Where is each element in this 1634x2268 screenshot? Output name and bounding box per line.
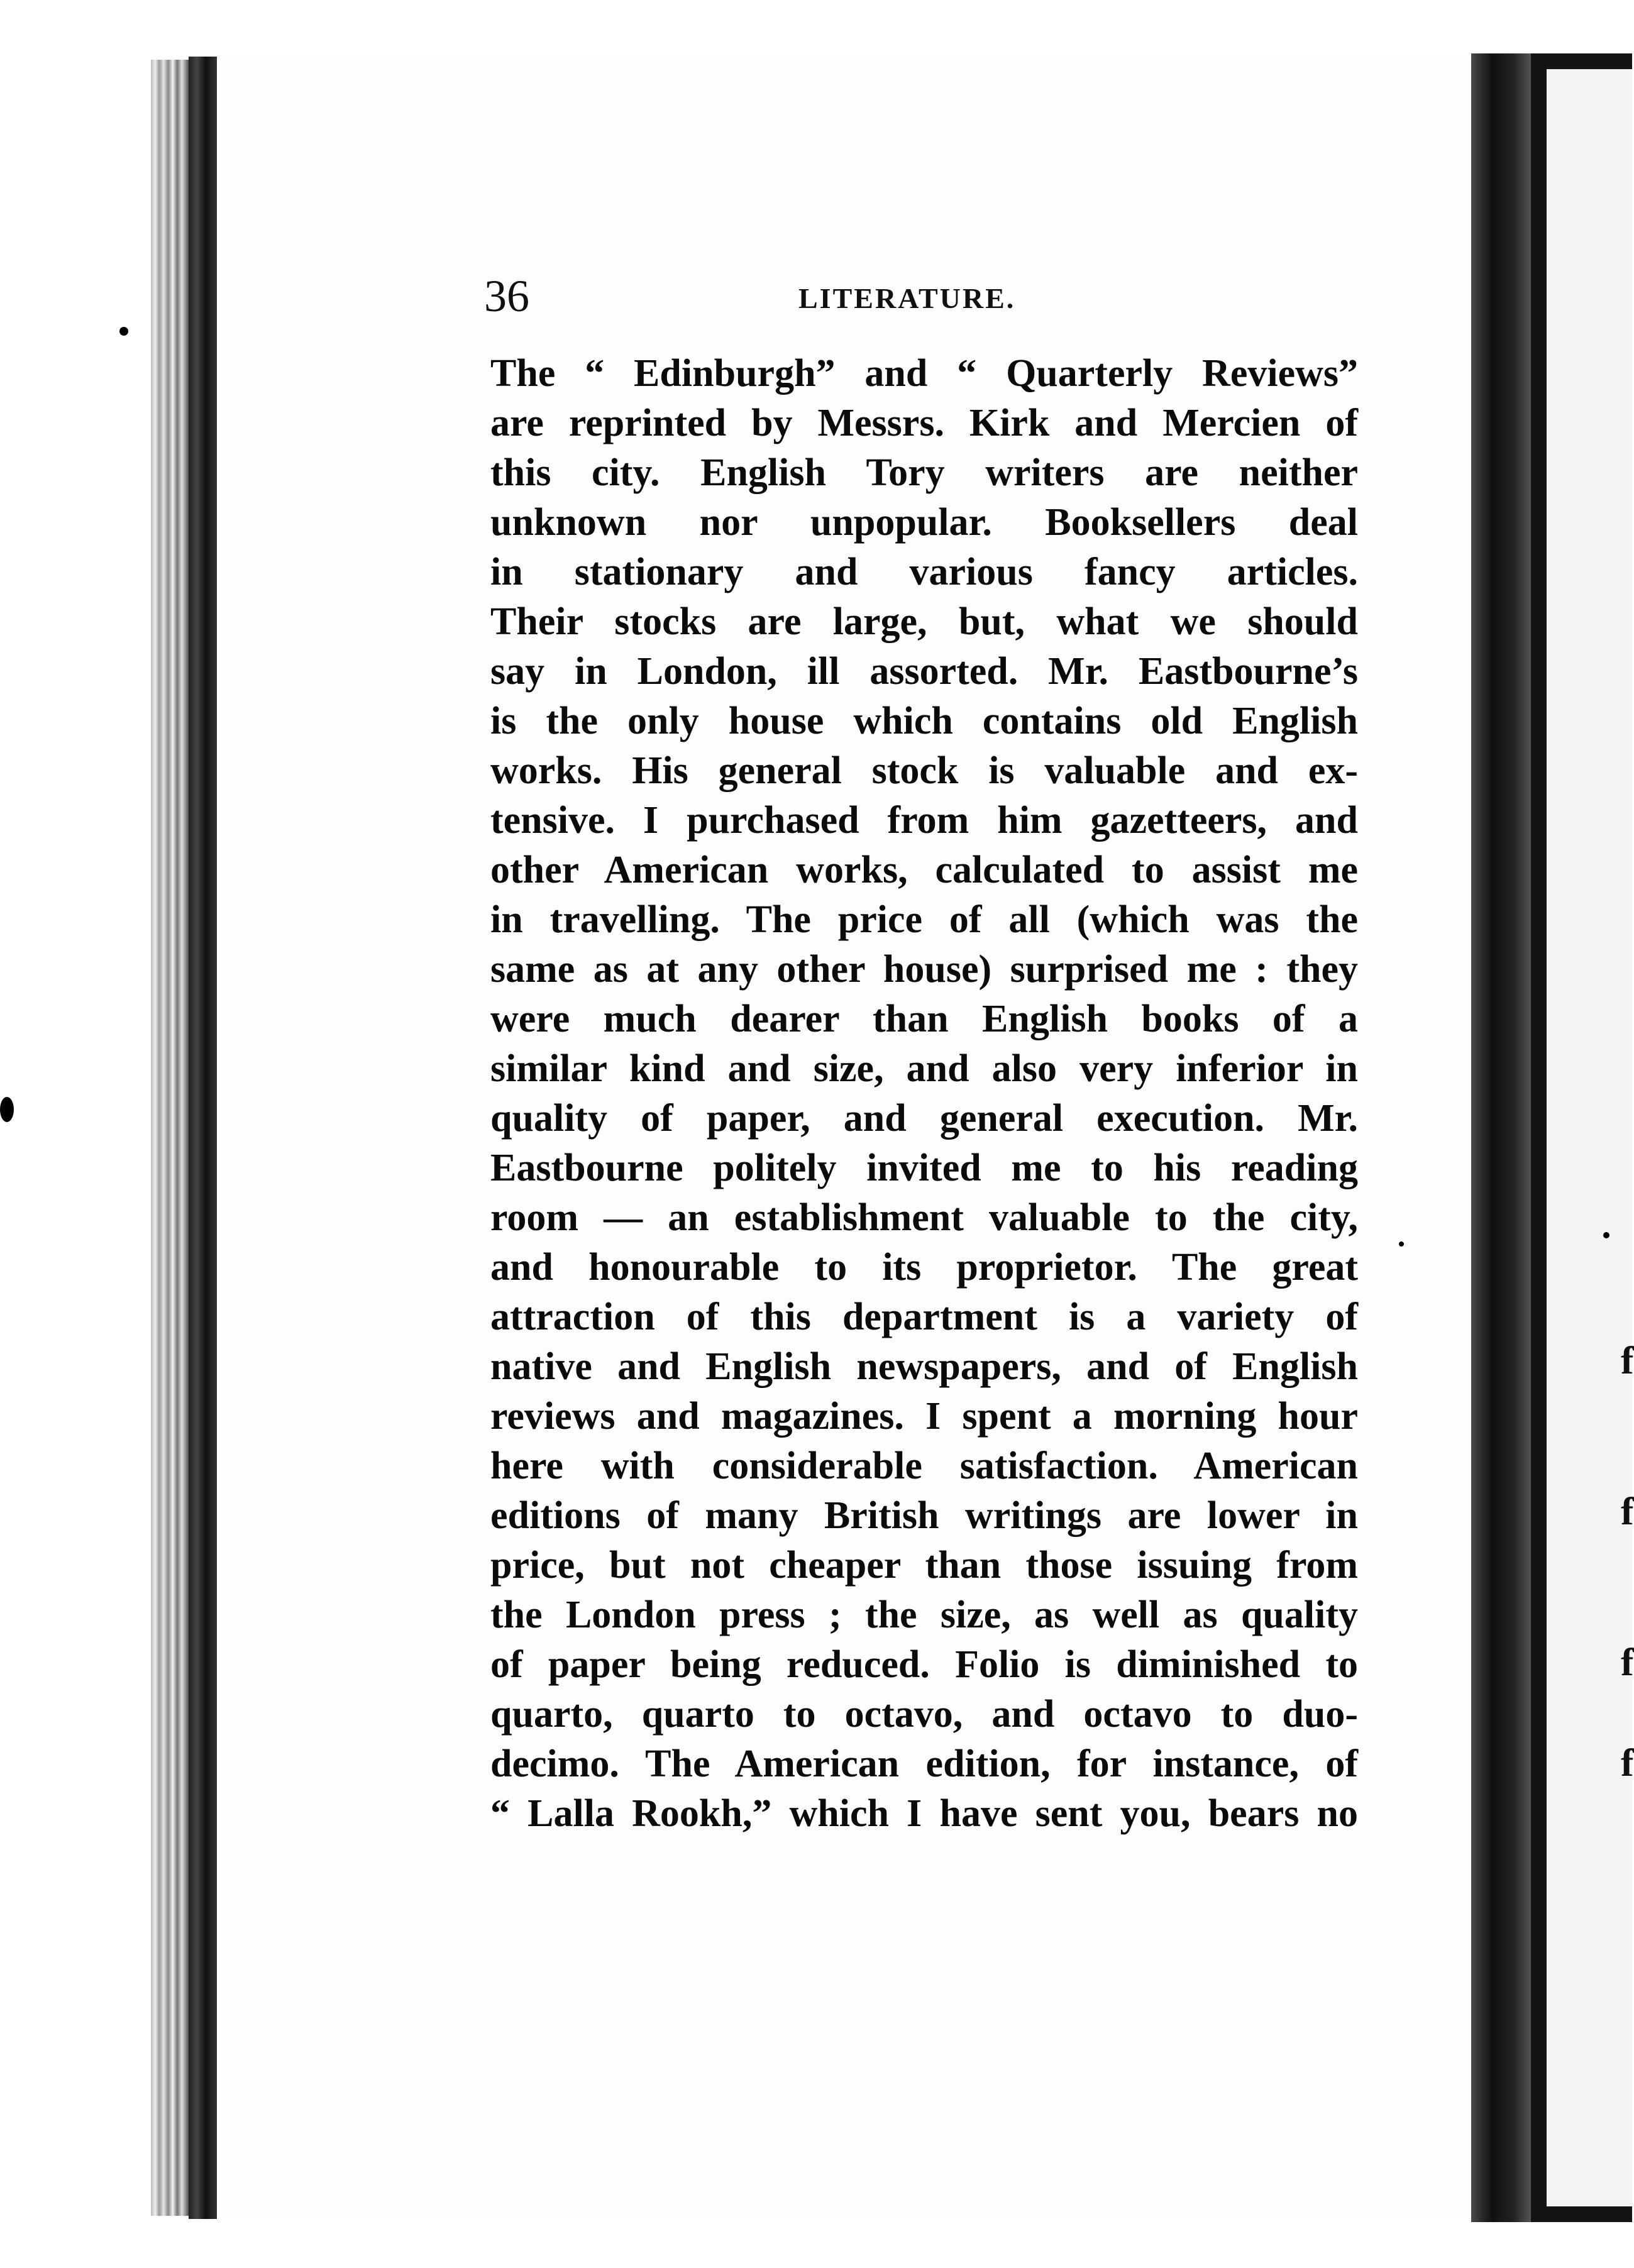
next-page-letter: f — [1621, 1340, 1634, 1382]
dust-speck — [1603, 1232, 1609, 1238]
text-line: are reprinted by Messrs. Kirk and Mercien of — [490, 402, 1358, 444]
text-line: attraction of this department is a variety of — [490, 1296, 1358, 1338]
next-page-sliver — [1547, 69, 1632, 2206]
body-text — [490, 349, 1358, 1839]
text-line: room — an establishment valuable to the city, — [490, 1196, 1358, 1239]
dust-speck — [0, 1097, 14, 1122]
next-page-letter: f — [1621, 1641, 1634, 1684]
text-line: this city. English Tory writers are neither — [490, 451, 1358, 494]
dust-speck — [119, 327, 128, 336]
page-number: 36 — [484, 271, 529, 321]
book-spine — [189, 57, 217, 2219]
text-line: works. His general stock is valuable and ex- — [490, 749, 1358, 792]
text-line: here with considerable satisfaction. American — [490, 1445, 1358, 1487]
text-line: native and English newspapers, and of English — [490, 1345, 1358, 1388]
book-gutter — [1471, 53, 1531, 2222]
text-line: decimo. The American edition, for instance, of — [490, 1742, 1358, 1785]
text-line: in travelling. The price of all (which was the — [490, 898, 1358, 941]
text-line: same as at any other house) surprised me : they — [490, 948, 1358, 991]
text-line: other American works, calculated to assist me — [490, 849, 1358, 891]
text-line: editions of many British writings are lower in — [490, 1494, 1358, 1537]
text-line: Their stocks are large, but, what we should — [490, 600, 1358, 643]
text-line: the London press ; the size, as well as quality — [490, 1594, 1358, 1636]
text-line: were much dearer than English books of a — [490, 998, 1358, 1040]
text-line: and honourable to its proprietor. The great — [490, 1246, 1358, 1289]
running-head — [484, 270, 1364, 327]
text-line: quality of paper, and general execution. Mr. — [490, 1097, 1358, 1140]
text-line: quarto, quarto to octavo, and octavo to duo- — [490, 1693, 1358, 1736]
text-line: in stationary and various fancy articles. — [490, 551, 1358, 593]
book-page-edges — [151, 60, 189, 2216]
text-line: is the only house which contains old English — [490, 700, 1358, 742]
text-line: tensive. I purchased from him gazetteers, and — [490, 799, 1358, 842]
text-line: “ Lalla Rookh,” which I have sent you, bears no — [490, 1792, 1358, 1835]
text-line: reviews and magazines. I spent a morning hour — [490, 1395, 1358, 1438]
text-line: similar kind and size, and also very inferior in — [490, 1047, 1358, 1090]
next-page-letter: f — [1621, 1742, 1634, 1785]
text-line: The “ Edinburgh” and “ Quarterly Reviews” — [490, 352, 1358, 395]
next-page-letter: f — [1621, 1490, 1634, 1533]
text-line: say in London, ill assorted. Mr. Eastbourne’s — [490, 650, 1358, 693]
text-line: Eastbourne politely invited me to his reading — [490, 1147, 1358, 1189]
dust-speck — [1399, 1241, 1404, 1247]
running-title: LITERATURE. — [798, 282, 1016, 314]
text-line: unknown nor unpopular. Booksellers deal — [490, 501, 1358, 544]
text-line: price, but not cheaper than those issuing from — [490, 1544, 1358, 1587]
text-line: of paper being reduced. Folio is diminished to — [490, 1643, 1358, 1686]
